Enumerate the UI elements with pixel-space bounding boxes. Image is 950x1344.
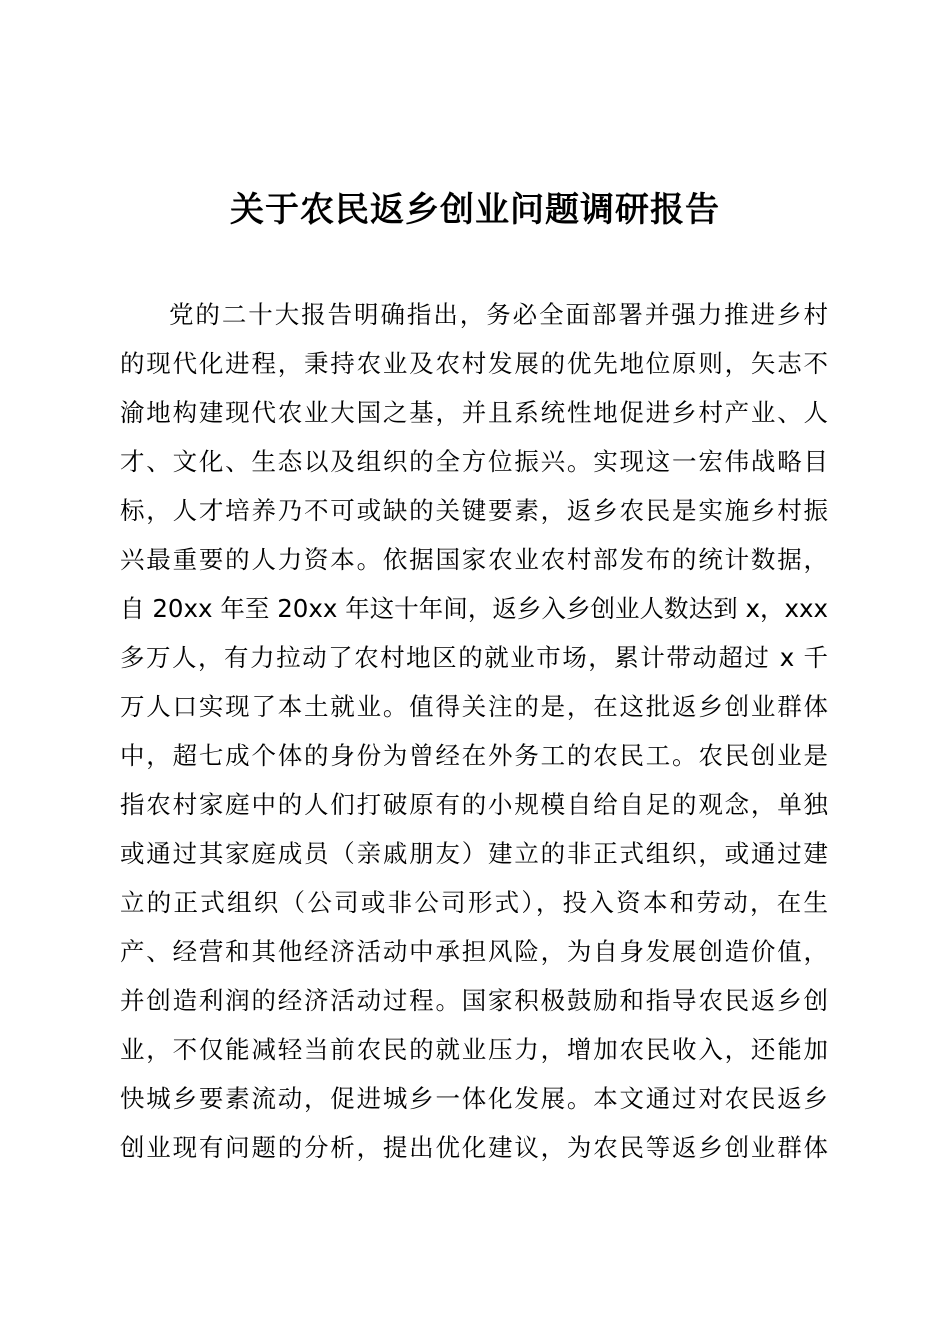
paragraph-line: 标，人才培养乃不可或缺的关键要素，返乡农民是实施乡村振 — [120, 496, 828, 525]
paragraph-line: 才、文化、生态以及组织的全方位振兴。实现这一宏伟战略目 — [120, 447, 828, 476]
paragraph-line: 业，不仅能减轻当前农民的就业压力，增加农民收入，还能加 — [120, 1035, 828, 1064]
paragraph-line: 指农村家庭中的人们打破原有的小规模自给自足的观念，单独 — [120, 790, 828, 819]
body-paragraph — [120, 290, 828, 1172]
paragraph-line: 的现代化进程，秉持农业及农村发展的优先地位原则，矢志不 — [120, 349, 828, 378]
paragraph-line: 产、经营和其他经济活动中承担风险，为自身发展创造价值， — [120, 937, 828, 966]
paragraph-line: 快城乡要素流动，促进城乡一体化发展。本文通过对农民返乡 — [120, 1084, 828, 1113]
paragraph-line: 万人口实现了本土就业。值得关注的是，在这批返乡创业群体 — [120, 692, 828, 721]
paragraph-line: 兴最重要的人力资本。依据国家农业农村部发布的统计数据， — [120, 545, 828, 574]
paragraph-line: 并创造利润的经济活动过程。国家积极鼓励和指导农民返乡创 — [120, 986, 828, 1015]
paragraph-line: 创业现有问题的分析，提出优化建议，为农民等返乡创业群体 — [120, 1133, 828, 1162]
paragraph-line: 自 20xx 年至 20xx 年这十年间，返乡入乡创业人数达到 x，xxx — [120, 594, 828, 623]
paragraph-line: 中，超七成个体的身份为曾经在外务工的农民工。农民创业是 — [120, 741, 828, 770]
paragraph-line: 党的二十大报告明确指出，务必全面部署并强力推进乡村 — [169, 300, 828, 329]
paragraph-line: 或通过其家庭成员（亲戚朋友）建立的非正式组织，或通过建 — [120, 839, 828, 868]
paragraph-line: 渝地构建现代农业大国之基，并且系统性地促进乡村产业、人 — [120, 398, 828, 427]
paragraph-line: 立的正式组织（公司或非公司形式），投入资本和劳动，在生 — [120, 888, 828, 917]
paragraph-line: 多万人，有力拉动了农村地区的就业市场，累计带动超过 x 千 — [120, 643, 828, 672]
document-title: 关于农民返乡创业问题调研报告 — [230, 190, 720, 230]
